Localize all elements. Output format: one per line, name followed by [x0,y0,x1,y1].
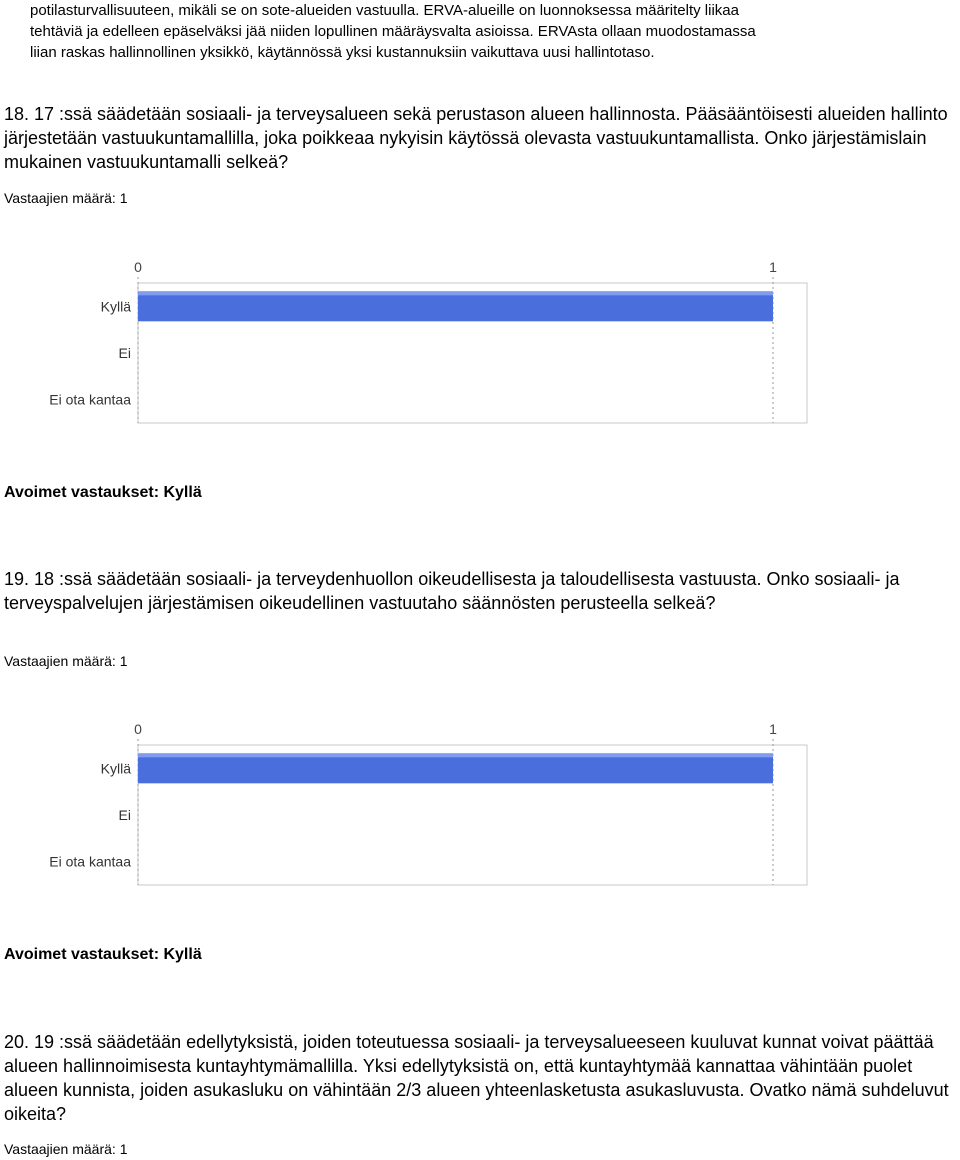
bar-chart-19 [0,712,960,902]
question-20-text: 20. 19 :ssä säädetään edellytyksistä, joiden toteutuessa sosiaali- ja terveysalueeseen kuuluvat kunnat voivat päättää alueen hallinnoimisesta kuntayhtymämallilla. Yksi edellytyksistä on, että kuntayhtymää kannattaa vähintään puolet alueen kunnista, joiden asukasluku on vähintään 2/3 alueen yhteenlasketusta asukasluvusta. Ovatko nämä suhdeluvut oikeita? [4,1032,949,1124]
question-18-text: 18. 17 :ssä säädetään sosiaali- ja terveysalueen sekä perustason alueen hallinnosta. Pääsääntöisesti alueiden hallinto järjestetään vastuukuntamallilla, joka poikkeaa nykyisin käytössä olevasta vastuukuntamallista. Onko järjestämislain mukainen vastuukuntamalli selkeä? [4,104,948,172]
tick-label: 0 [134,721,142,737]
respondent-count: Vastaajien määrä: 1 [4,1141,128,1157]
bar-highlight [138,753,773,757]
intro-text [30,0,950,63]
category-label: Ei ota kantaa [49,391,131,408]
bar [138,291,773,321]
intro-line: tehtäviä ja edelleen epäselväksi jää niiden lopullinen määräysvalta asioissa. ERVAsta ollaan muodostamassa [30,23,756,40]
category-label: Ei ota kantaa [49,853,131,870]
question-19-text: 19. 18 :ssä säädetään sosiaali- ja terveydenhuollon oikeudellisesta ja taloudellisesta vastuusta. Onko sosiaali- ja terveyspalvelujen järjestämisen oikeudellinen vastuutaho säännösten perusteella selkeä? [4,569,900,613]
category-label: Ei [118,807,131,823]
bar [138,753,773,783]
category-label: Kyllä [100,298,131,315]
category-label: Kyllä [100,760,131,777]
open-answers-heading: Avoimet vastaukset: Kyllä [4,946,202,963]
respondent-count: Vastaajien määrä: 1 [4,190,128,206]
intro-line: potilasturvallisuuteen, mikäli se on sote-alueiden vastuulla. ERVA-alueille on luonnoksessa määritelty liikaa [30,2,739,19]
tick-label: 1 [769,259,777,275]
category-label: Ei [118,345,131,361]
tick-label: 0 [134,259,142,275]
respondent-count: Vastaajien määrä: 1 [4,653,128,669]
tick-label: 1 [769,721,777,737]
open-answers-heading: Avoimet vastaukset: Kyllä [4,484,202,501]
intro-line: liian raskas hallinnollinen yksikkö, käytännössä yksi kustannuksiin vaikuttava uusi hallintotaso. [30,44,655,61]
bar-highlight [138,291,773,295]
bar-chart-18 [0,250,960,440]
